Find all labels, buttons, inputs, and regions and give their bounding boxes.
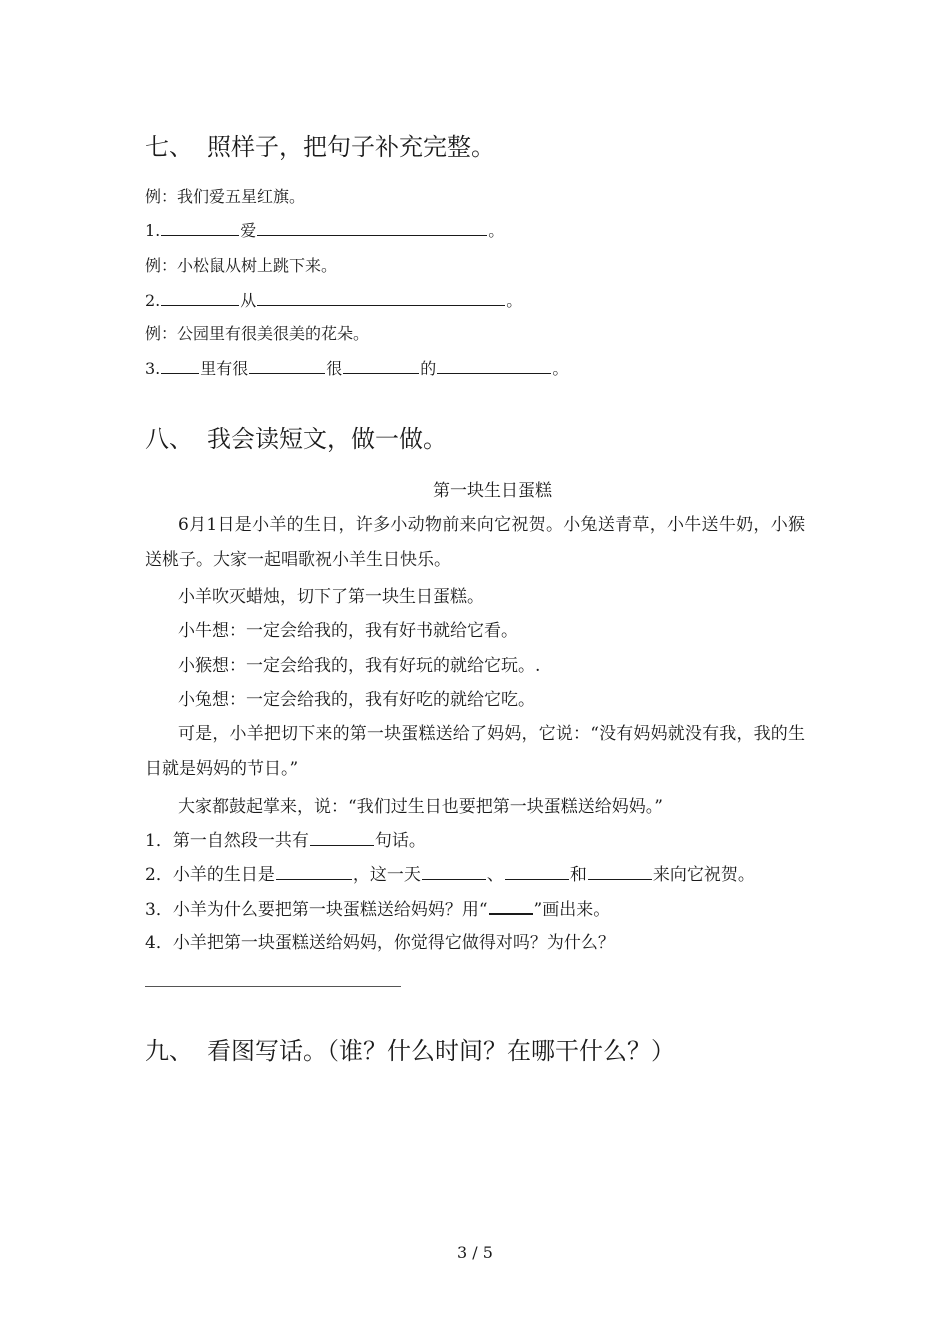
answer-blank[interactable]: [422, 865, 486, 880]
q7-2-number: 2.: [145, 291, 161, 310]
answer-blank[interactable]: [588, 865, 652, 880]
q8-3-part-a: 3．小羊为什么要把第一块蛋糕送给妈妈？用“: [145, 900, 488, 920]
answer-blank[interactable]: [310, 831, 374, 846]
q7-3-number: 3.: [145, 359, 161, 378]
underline-sample: [489, 898, 533, 915]
story-paragraph-1: 6月1日是小羊的生日，许多小动物前来向它祝贺。小兔送青草，小牛送牛奶，小猴送桃子。大家一起唱歌祝小羊生日快乐。: [145, 515, 805, 570]
example-1: 例：我们爱五星红旗。: [145, 187, 306, 206]
section-7-heading: [145, 132, 495, 162]
section-9-number: 九、: [145, 1037, 193, 1065]
section-9-title: 看图写话。（谁？什么时间？在哪干什么？）: [207, 1037, 675, 1065]
section-9-heading: [145, 1036, 675, 1066]
q7-1-mid: 爱: [240, 221, 257, 240]
story-paragraph-2: 小羊吹灭蜡烛，切下了第一块生日蛋糕。: [178, 587, 484, 607]
q8-2-part-d: 和: [569, 865, 587, 885]
q8-1-part-a: 1．第一自然段一共有: [145, 831, 309, 851]
page-number: 3 / 5: [457, 1243, 493, 1262]
story-paragraph-7: 大家都鼓起掌来，说：“我们过生日也要把第一块蛋糕送给妈妈。”: [178, 797, 663, 817]
answer-blank[interactable]: [437, 359, 551, 374]
answer-blank[interactable]: [249, 359, 325, 374]
q8-1-part-b: 句话。: [374, 831, 426, 851]
q7-1-end: 。: [488, 221, 505, 240]
q7-3-part-b: 很: [326, 359, 343, 378]
answer-blank[interactable]: [257, 221, 487, 236]
q8-3-part-b: ”画出来。: [533, 900, 611, 920]
answer-blank[interactable]: [343, 359, 419, 374]
q7-2-end: 。: [506, 291, 523, 310]
section-8-heading: [145, 424, 447, 454]
example-2: 例：小松鼠从树上跳下来。: [145, 256, 338, 275]
answer-blank[interactable]: [257, 291, 505, 306]
question-8-4: 4．小羊把第一块蛋糕送给妈妈，你觉得它做得对吗？为什么？: [145, 933, 615, 953]
question-7-2: [145, 290, 522, 312]
example-3: 例：公园里有很美很美的花朵。: [145, 324, 370, 343]
answer-line[interactable]: [145, 986, 401, 987]
answer-blank[interactable]: [161, 221, 239, 236]
q7-3-part-c: 的: [420, 359, 437, 378]
section-8-title: 我会读短文，做一做。: [207, 425, 447, 453]
section-7-number: 七、: [145, 133, 193, 161]
q8-2-part-a: 2．小羊的生日是: [145, 865, 275, 885]
answer-blank[interactable]: [505, 865, 569, 880]
q8-2-part-c: 、: [486, 865, 504, 885]
story-paragraph-6: 可是，小羊把切下来的第一块蛋糕送给了妈妈，它说：“没有妈妈就没有我，我的生日就是妈妈的节日。”: [145, 724, 805, 779]
q7-3-part-a: 里有很: [200, 359, 249, 378]
story-paragraph-5: 小兔想：一定会给我的，我有好吃的就给它吃。: [178, 690, 535, 710]
story-paragraph-3: 小牛想：一定会给我的，我有好书就给它看。: [178, 621, 518, 641]
question-7-3: [145, 358, 568, 380]
question-8-2: [145, 864, 755, 886]
question-8-1: [145, 830, 426, 852]
q7-2-mid: 从: [240, 291, 257, 310]
answer-blank[interactable]: [276, 865, 352, 880]
story-title: 第一块生日蛋糕: [433, 481, 552, 501]
story-paragraph-4: 小猴想：一定会给我的，我有好玩的就给它玩。.: [178, 656, 541, 676]
answer-blank[interactable]: [161, 359, 199, 374]
q8-2-part-e: 来向它祝贺。: [652, 865, 755, 885]
q8-2-part-b: ，这一天: [352, 865, 421, 885]
question-8-3: [145, 898, 610, 921]
section-8-number: 八、: [145, 425, 193, 453]
question-7-1: [145, 220, 504, 242]
q7-1-number: 1.: [145, 221, 161, 240]
answer-blank[interactable]: [161, 291, 239, 306]
q7-3-end: 。: [552, 359, 569, 378]
section-7-title: 照样子，把句子补充完整。: [207, 133, 495, 161]
